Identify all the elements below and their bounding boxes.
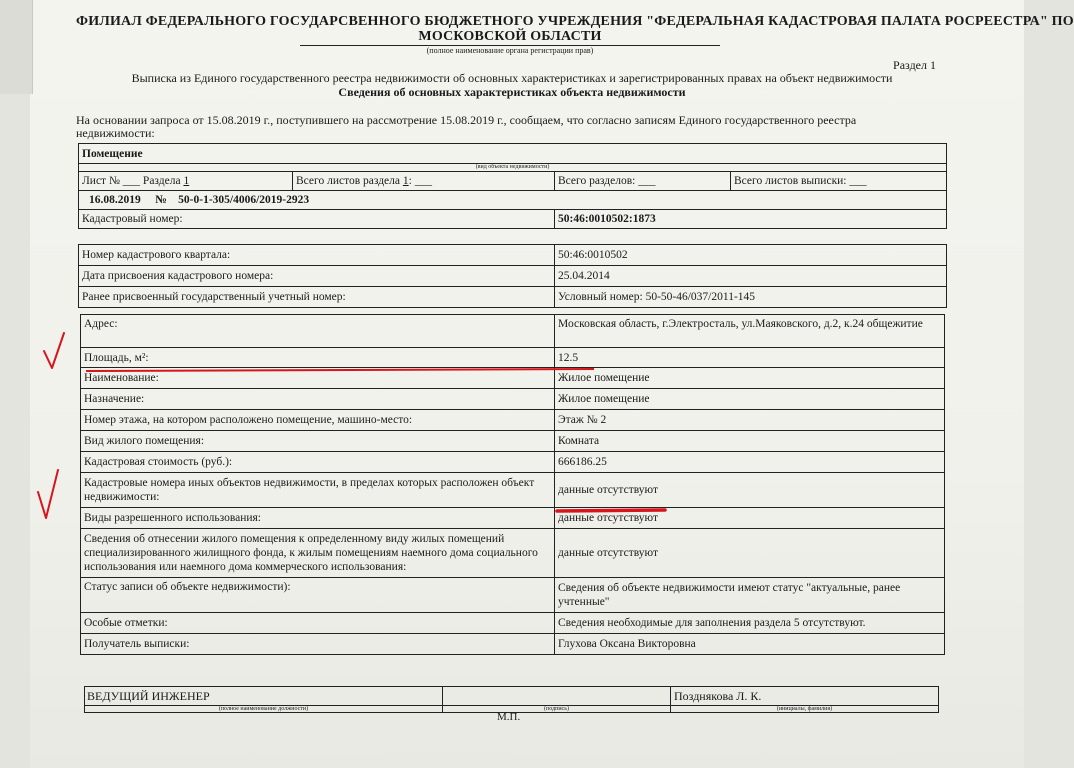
row-value: Московская область, г.Электросталь, ул.Маяковского, д.2, к.24 общежитие [555, 315, 945, 348]
checkmark-area [44, 333, 64, 368]
sheet-number-label: Лист № ___ Раздела [82, 175, 181, 187]
cadastral-number-label: Кадастровый номер: [79, 210, 555, 229]
row-value: 12.5 [555, 348, 945, 368]
checkmark-cadastral [38, 470, 58, 518]
org-name-line1: ФИЛИАЛ ФЕДЕРАЛЬНОГО ГОСУДАРСВЕННОГО БЮДЖЕТНОГО УЧРЕЖДЕНИЯ "ФЕДЕРАЛЬНАЯ КАДАСТРОВАЯ ПАЛАТА РОСРЕЕСТРА" ПО [76, 14, 1074, 29]
row-value: данные отсутствуют [555, 508, 945, 529]
object-type-caption: (вид объекта недвижимости) [79, 164, 947, 172]
intro-line1: На основании запроса от 15.08.2019 г., поступившего на рассмотрение 15.08.2019 г., сообщаем, что согласно записям Единого государственного реестра [76, 113, 857, 127]
total-sections: Всего разделов: ___ [555, 172, 731, 191]
row-value: Жилое помещение [555, 389, 945, 410]
row-label: Наименование: [81, 368, 555, 389]
row-value: Сведения необходимые для заполнения раздела 5 отсутствуют. [555, 613, 945, 634]
org-name-line2: МОСКОВСКОЙ ОБЛАСТИ [418, 29, 602, 44]
row-value: данные отсутствуют [555, 529, 945, 578]
signer-position: ВЕДУЩИЙ ИНЖЕНЕР [85, 687, 443, 706]
row-value: 666186.25 [555, 452, 945, 473]
total-sheets-section-value: 1 [402, 175, 409, 187]
row-value: Комната [555, 431, 945, 452]
row-label: Дата присвоения кадастрового номера: [79, 266, 555, 287]
extract-date-number: 16.08.2019 № 50-0-1-305/4006/2019-2923 [79, 191, 947, 210]
underline-no-data [557, 510, 665, 511]
row-label: Кадастровые номера иных объектов недвижимости, в пределах которых расположен объект недвижимости: [81, 473, 555, 508]
row-value: Этаж № 2 [555, 410, 945, 431]
signature-caption: (подпись) [443, 706, 671, 713]
row-label: Статус записи об объекте недвижимости): [81, 578, 555, 613]
row-value: Жилое помещение [555, 368, 945, 389]
total-sheets-section-label: Всего листов раздела [296, 175, 400, 187]
row-value: Сведения об объекте недвижимости имеют статус "актуальные, ранее учтенные" [555, 578, 945, 613]
section-label: Раздел 1 [893, 58, 936, 72]
row-label: Площадь, м²: [81, 348, 555, 368]
row-value: 50:46:0010502 [555, 245, 947, 266]
row-value: данные отсутствуют [555, 473, 945, 508]
object-type: Помещение [79, 144, 947, 164]
org-caption: (полное наименование органа регистрации прав) [426, 46, 594, 55]
row-label: Номер этажа, на котором расположено помещение, машино-место: [81, 410, 555, 431]
row-value: Условный номер: 50-50-46/037/2011-145 [555, 287, 947, 308]
cadastral-number-value: 50:46:0010502:1873 [555, 210, 947, 229]
underline-area [86, 369, 594, 371]
row-label: Особые отметки: [81, 613, 555, 634]
row-label: Адрес: [81, 315, 555, 348]
row-label: Виды разрешенного использования: [81, 508, 555, 529]
stamp-place: М.П. [497, 711, 521, 723]
row-label: Кадастровая стоимость (руб.): [81, 452, 555, 473]
total-sheets-section-suffix: : ___ [408, 175, 432, 187]
total-sheets-extract: Всего листов выписки: ___ [731, 172, 947, 191]
row-value: Глухова Оксана Викторовна [555, 634, 945, 655]
row-label: Получатель выписки: [81, 634, 555, 655]
row-label: Ранее присвоенный государственный учетный номер: [79, 287, 555, 308]
intro-line2: недвижимости: [76, 126, 155, 140]
row-label: Назначение: [81, 389, 555, 410]
doc-title: Выписка из Единого государственного реестра недвижимости об основных характеристиках и зарегистрированных правах на объект недвижимости [131, 71, 893, 85]
row-label: Вид жилого помещения: [81, 431, 555, 452]
doc-subtitle: Сведения об основных характеристиках объекта недвижимости [338, 85, 686, 99]
row-label: Сведения об отнесении жилого помещения к определенному виду жилых помещений специализированного жилищного фонда, к жилым помещениям наемного дома социального использования или наемного дома коммерческого использования: [81, 529, 555, 578]
sheet-number-value: 1 [183, 175, 190, 187]
row-label: Номер кадастрового квартала: [79, 245, 555, 266]
row-value: 25.04.2014 [555, 266, 947, 287]
signer-name-caption: (инициалы, фамилия) [671, 706, 939, 713]
signer-name: Позднякова Л. К. [671, 687, 939, 706]
signer-position-caption: (полное наименование должности) [85, 706, 443, 713]
